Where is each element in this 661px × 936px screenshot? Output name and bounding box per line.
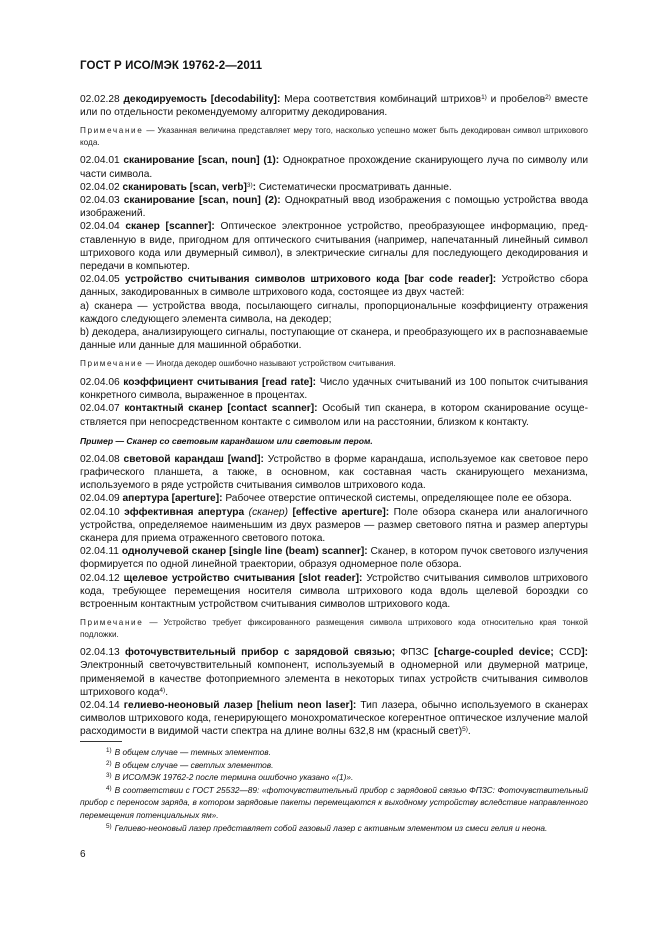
- entry-slot-reader: [80, 572, 588, 612]
- entry-term: апертура [aperture]:: [122, 493, 223, 505]
- entry-ccd: [80, 646, 588, 699]
- footnote-ref: 4): [159, 686, 166, 694]
- entry-text: Однократное прохождение сканирующего луча по символу или части символа.: [80, 155, 589, 180]
- footnote-text: В общем случае — темных элементов.: [114, 747, 271, 757]
- entry-term: сканер [scanner]:: [125, 221, 215, 233]
- entry-term: [charge-coupled device;: [434, 647, 554, 659]
- entry-term: световой карандаш [wand]:: [123, 453, 264, 465]
- entry-term: сканирование [scan, noun] (2):: [123, 195, 281, 207]
- entry-scanner: [80, 220, 588, 273]
- footnote: [80, 771, 588, 784]
- page-number: 6: [80, 849, 86, 860]
- footnote-ref: 1): [481, 94, 487, 101]
- footnote-text: Гелиево-неоновый лазер представляет собой газовый лазер с активным элементом из смеси гелия и неона.: [114, 822, 548, 833]
- entry-text: Устройство в форме карандаша, используемое как световое перо графического планшета, а также, в основном, как составная часть сканирующего механизма, используемого в ряде устройств считывания символов штрихового кода.: [80, 453, 588, 492]
- entry-text: и пробелов: [486, 94, 546, 105]
- entry-text: Однократный ввод изображения с помощью устройства ввода изображений.: [80, 195, 588, 220]
- entry-scan-noun-1: [80, 154, 588, 180]
- entry-effective-aperture: [80, 506, 588, 546]
- entry-decodability: [80, 93, 588, 119]
- note-text: — Устройство требует фиксированного размещения символа штрихового кода относительно края тонкой подложки.: [80, 618, 588, 639]
- entry-term: однолучевой сканер [single line (beam) scanner]:: [121, 546, 368, 558]
- entry-term: контактный сканер [contact scanner]:: [124, 403, 318, 415]
- footnote-mark: 5): [106, 822, 112, 830]
- entry-term: ]:: [581, 647, 588, 659]
- entry-abbreviation: CCD: [553, 647, 582, 659]
- footnote-mark: 1): [106, 747, 112, 754]
- entry-text: Поле обзора сканера или аналогичного устройства, определяемое наименьшим из двух размеров — размер светового пятна и размер апертуры сканера для приема отраженного светового потока.: [80, 506, 588, 544]
- entry-term: коэффициент считывания [read rate]:: [123, 376, 317, 388]
- note-text: — Указанная величина представляет меру того, насколько успешно может быть декодирован символ штрихового кода.: [80, 126, 588, 147]
- entry-read-rate: [80, 376, 588, 402]
- entry-term: гелиево-неоновый лазер [helium neon laser]:: [123, 700, 357, 712]
- footnote-ref: 3): [246, 181, 253, 189]
- entry-text: .: [467, 726, 471, 738]
- note-label: Примечание: [80, 359, 144, 369]
- entry-text: Электронный светочувствительный компонент, используемый в одномерной или двумерной матрице, применяемой в качестве фотоприемного элемента в некоторых типах устройств считывания символов штрихового кода: [80, 660, 588, 698]
- entry-text: вместе или по отдельности рекомендуемому алгоритму декодирования.: [80, 94, 589, 119]
- entry-term: устройство считывания символов штрихового кода [bar code reader]:: [124, 274, 497, 286]
- entry-number: 02.04.03: [80, 195, 120, 207]
- footnote: [80, 822, 588, 835]
- footnote-mark: 2): [106, 759, 112, 767]
- entry-number: 02.04.14: [80, 700, 120, 712]
- entry-contact-scanner: [80, 402, 588, 428]
- entry-term: эффективная апертура: [124, 506, 245, 518]
- entry-number: 02.02.28: [80, 94, 120, 105]
- entry-number: 02.04.13: [80, 647, 120, 659]
- entry-term: сканировать [scan, verb]: [122, 181, 247, 193]
- entry-text: Тип лазера, обычно используемого в сканерах символов штрихового кода, генерирующего монохроматическое когерентное оптическое излучение малой расходимости в видимой части спектра на длине волны 632,8 нм (красный свет): [80, 700, 588, 738]
- footnote-divider: [80, 741, 122, 742]
- page-header: ГОСТ Р ИСО/МЭК 19762-2—2011: [80, 60, 263, 72]
- entry-aperture: [80, 492, 588, 505]
- entry-number: 02.04.01: [80, 155, 120, 167]
- entry-term: сканирование [scan, noun] (1):: [123, 155, 280, 167]
- entry-number: 02.04.06: [80, 376, 120, 388]
- footnote: [80, 746, 588, 759]
- entry-number: 02.04.05: [80, 274, 120, 286]
- entry-text: Устройство считывания символов штрихового кода, требующее перемещения носителя символа штрихового кода вдоль щелевой бороздки со встроенным контактным устройством считывания символов штрихового кода.: [80, 572, 588, 610]
- entry-text: Особый тип сканера, в котором сканирование осуществляется при непосредственном контакте с символом или на расстоянии, близком к контакту.: [80, 403, 588, 428]
- entry-text: Устройство сбора данных, закодированных в символе штрихового кода, состоящее из двух частей:: [80, 274, 588, 299]
- entry-term: щелевое устройство считывания [slot reader]:: [123, 572, 363, 584]
- footnote: [80, 784, 588, 822]
- note-label: Примечание: [80, 126, 144, 136]
- entry-text: Сканер, в котором пучок светового излучения формируется по одной линейной траектории, образуя одномерное поле обзора.: [80, 546, 588, 571]
- entry-text: Число удачных считываний из 100 попыток считывания конкретного символа, выраженное в процентах.: [80, 376, 588, 402]
- entry-number: 02.04.02: [80, 181, 120, 193]
- entry-single-line-scanner: [80, 545, 588, 571]
- footnote-text: В ИСО/МЭК 19762-2 после термина ошибочно указано «(1)».: [114, 772, 354, 783]
- entry-number: 02.04.10: [80, 506, 120, 518]
- entry-number: 02.04.12: [80, 572, 120, 584]
- example-text: Пример — Сканер со световым карандашом или световым пером.: [80, 435, 373, 446]
- entry-term: фоточувствительный прибор с зарядовой связью;: [124, 647, 396, 659]
- footnote: [80, 759, 588, 772]
- entry-text: Систематически просматривать данные.: [256, 181, 452, 193]
- note-text: — Иногда декодер ошибочно называют устройством считывания.: [143, 359, 396, 369]
- list-item-b: b) декодера, анализирующего сигналы, поступающие от сканера, и преобразующего их в распознаваемые данные или данные для машинной обработки.: [80, 327, 588, 352]
- entry-term-qualifier: (сканер): [244, 506, 293, 518]
- entry-scan-verb: [80, 181, 588, 194]
- note: [80, 617, 588, 640]
- entry-colon: :: [252, 181, 257, 193]
- footnote-text: В общем случае — светлых элементов.: [114, 759, 274, 770]
- entry-abbreviation: ФПЗС: [395, 647, 435, 659]
- list-item-a: а) сканера — устройства ввода, посылающего сигналы, пропорциональные коэффициенту отражения каждого следующего элемента символа, на декодер;: [80, 300, 588, 325]
- entry-number: 02.04.04: [80, 221, 120, 233]
- footnote-text: В соответствии с ГОСТ 25532—89: «фоточувствительный прибор с зарядовой связью ФПЗС: Фоточувствительный прибор с переносом заряда, в котором зарядовые пакеты перемещаются к выходному устройству вследствие направленного перемещения потенциальных ям».: [80, 784, 588, 820]
- footnotes: [80, 746, 588, 834]
- entry-helium-neon-laser: [80, 699, 588, 739]
- entry-scan-noun-2: [80, 194, 588, 220]
- entry-text: Рабочее отверстие оптической системы, определяющее поле ее обзора.: [222, 493, 572, 505]
- entry-number: 02.04.11: [80, 546, 119, 558]
- entry-number: 02.04.09: [80, 493, 120, 505]
- entry-term: [effective aperture]:: [292, 506, 390, 518]
- entry-text: .: [165, 686, 169, 698]
- entry-text: Мера соответствия комбинаций штрихов: [280, 94, 482, 105]
- entry-number: 02.04.07: [80, 403, 120, 415]
- note: [80, 358, 588, 370]
- footnote-ref: 5): [462, 726, 468, 734]
- page-content: [80, 93, 588, 739]
- note: [80, 125, 588, 148]
- entry-term: декодируемость [decodability]:: [123, 94, 281, 105]
- entry-number: 02.04.08: [80, 453, 120, 465]
- entry-wand: [80, 453, 588, 493]
- footnote-mark: 4): [106, 784, 112, 792]
- footnote-mark: 3): [106, 772, 112, 780]
- entry-text: Оптическое электронное устройство, преобразующее информацию, представленную в виде, пригодном для оптического считывания (например, напечатанный линейный символ штрихового кода или двумерный символ), в электрические сигналы для последующего декодирования и передачи в компьютер.: [80, 221, 588, 273]
- footnote-ref: 2): [545, 94, 551, 101]
- note-label: Примечание: [80, 618, 144, 628]
- entry-bar-code-reader: [80, 273, 588, 299]
